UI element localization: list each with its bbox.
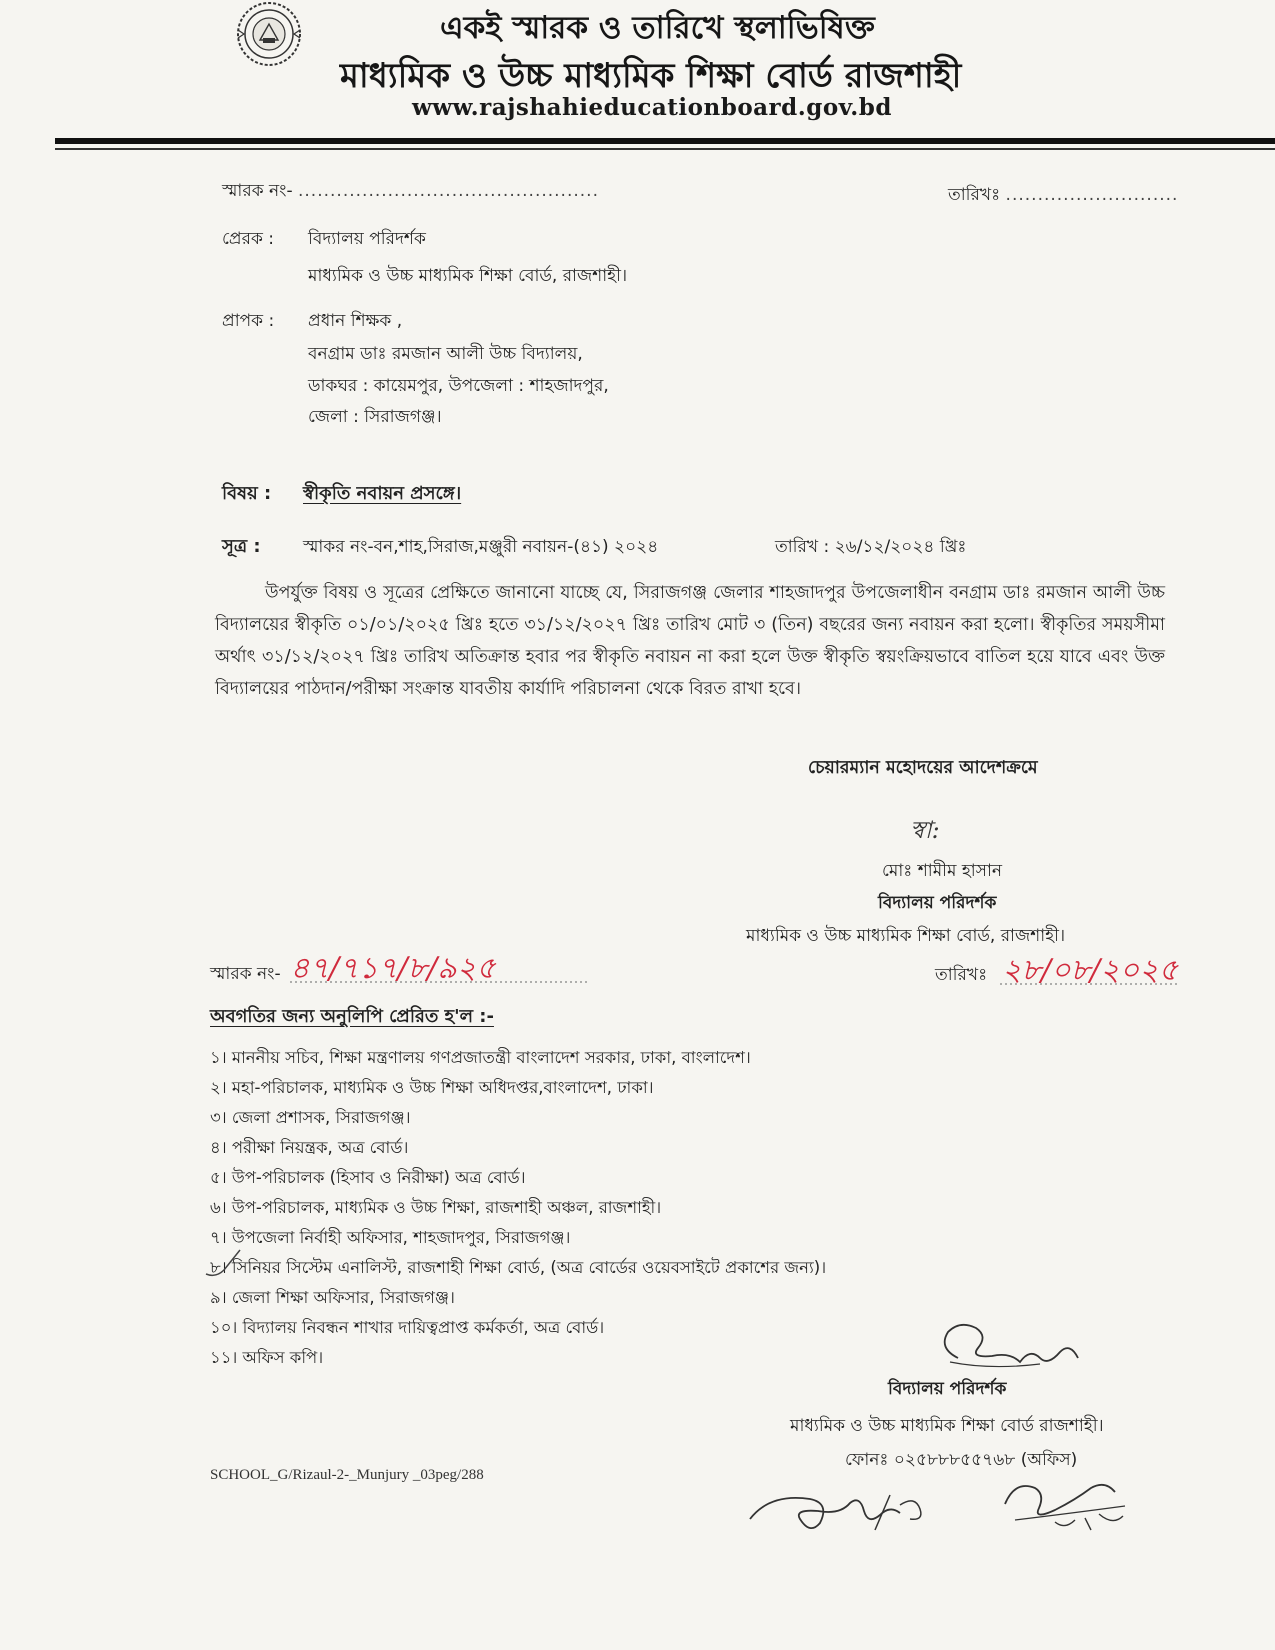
reference-date: তারিখ : ২৬/১২/২০২৪ খ্রিঃ xyxy=(775,537,967,557)
copy-list-item: ৭। উপজেলা নির্বাহী অফিসার, শাহজাদপুর, সিরাজগঞ্জ। xyxy=(210,1228,571,1247)
copy-ref-handwritten: ৪৭/৭১৭/৮/৯২৫ xyxy=(290,951,496,986)
copy-list-item: ৫। উপ-পরিচালক (হিসাব ও নিরীক্ষা) অত্র বোর্ড। xyxy=(210,1168,526,1187)
copy-ref-underline xyxy=(290,980,590,984)
memo-date-row xyxy=(948,182,1178,210)
signatory2-title: বিদ্যালয় পরিদর্শক xyxy=(888,1379,1007,1399)
sender-line-2: মাধ্যমিক ও উচ্চ মাধ্যমিক শিক্ষা বোর্ড, রাজশাহী। xyxy=(308,266,628,286)
copy-list-item: ৮। সিনিয়র সিস্টেম এনালিস্ট, রাজশাহী শিক্ষা বোর্ড, (অত্র বোর্ডের ওয়েবসাইটে প্রকাশের জন্য)। xyxy=(210,1258,827,1277)
recipient-line-4: জেলা : সিরাজগঞ্জ। xyxy=(308,407,442,427)
copy-list-item: ১১। অফিস কপি। xyxy=(210,1348,324,1367)
file-reference-code: SCHOOL_G/Rizaul-2-_Munjury _03peg/288 xyxy=(210,1467,484,1483)
signatory-org: মাধ্যমিক ও উচ্চ মাধ্যমিক শিক্ষা বোর্ড, রাজশাহী। xyxy=(746,926,1066,946)
handwritten-signature-upper xyxy=(930,1318,1090,1378)
copy-date-label: তারিখঃ xyxy=(935,965,988,985)
handwritten-tick-mark xyxy=(202,1248,242,1280)
copy-list-item: ৬। উপ-পরিচালক, মাধ্যমিক ও উচ্চ শিক্ষা, রাজশাহী অঞ্চল, রাজশাহী। xyxy=(210,1198,662,1217)
header-divider-thick xyxy=(55,138,1275,144)
header-divider-thin xyxy=(55,148,1275,150)
copy-heading: অবগতির জন্য অনুলিপি প্রেরিত হ'ল :- xyxy=(210,1006,494,1027)
copy-list-item: ১। মাননীয় সচিব, শিক্ষা মন্ত্রণালয় গণপ্রজাতন্ত্রী বাংলাদেশ সরকার, ঢাকা, বাংলাদেশ। xyxy=(210,1048,751,1067)
reference-label: সূত্র : xyxy=(222,536,261,557)
copy-date-underline xyxy=(1000,982,1178,986)
sender-line-1: বিদ্যালয় পরিদর্শক xyxy=(308,229,426,249)
reference-text: স্মাকর নং-বন,শাহ,সিরাজ,মঞ্জুরী নবায়ন-(৪১) ২০২৪ xyxy=(303,537,659,557)
recipient-line-1: প্রধান শিক্ষক , xyxy=(308,311,403,331)
subject-text: স্বীকৃতি নবায়ন প্রসঙ্গে। xyxy=(303,483,462,504)
recipient-line-3: ডাকঘর : কায়েমপুর, উপজেলা : শাহজাদপুর, xyxy=(308,376,609,396)
handwritten-initial-left xyxy=(740,1475,950,1545)
copy-date-handwritten: ২৮/০৮/২০২৫ xyxy=(1002,953,1179,988)
copy-list-item: ৩। জেলা প্রশাসক, সিরাজগঞ্জ। xyxy=(210,1108,411,1127)
signatory2-phone: ফোনঃ ০২৫৮৮৮৫৫৭৬৮ (অফিস) xyxy=(845,1450,1078,1470)
signature-initials: স্বা: xyxy=(910,816,940,844)
copy-ref-label: স্মারক নং- xyxy=(210,964,281,984)
body-paragraph: উপর্যুক্ত বিষয় ও সূত্রের প্রেক্ষিতে জানানো যাচ্ছে যে, সিরাজগঞ্জ জেলার শাহজাদপুর উপজেলাধীন বনগ্রাম ডাঃ রমজান আলী উচ্চ বিদ্যালয়ের স্বীকৃতি ০১/০১/২০২৫ খ্রিঃ হতে ৩১/১২/২০২৭ খ্রিঃ তারিখ মোট ৩ (তিন) বছরের জন্য নবায়ন করা হলো। স্বীকৃতির সময়সীমা অর্থাৎ ৩১/১২/২০২৭ খ্রিঃ তারিখ অতিক্রান্ত হবার পর স্বীকৃতি নবায়ন না করা হলে উক্ত স্বীকৃতি স্বয়ংক্রিয়ভাবে বাতিল হয়ে যাবে এবং উক্ত বিদ্যালয়ের পাঠদান/পরীক্ষা সংক্রান্ত যাবতীয় কার্যাদি পরিচালনা থেকে বিরত রাখা হবে। xyxy=(215,583,1165,699)
recipient-label: প্রাপক : xyxy=(222,311,275,331)
memo-date-label: তারিখঃ xyxy=(948,185,1001,205)
copy-list-item: ২। মহা-পরিচালক, মাধ্যমিক ও উচ্চ শিক্ষা অধিদপ্তর,বাংলাদেশ, ঢাকা। xyxy=(210,1078,654,1097)
memo-ref-row xyxy=(222,178,599,206)
memo-ref-blank: ............................................... xyxy=(298,181,599,201)
board-seal-logo xyxy=(230,0,308,72)
memo-date-blank: ........................... xyxy=(1005,185,1179,205)
recipient-line-2: বনগ্রাম ডাঃ রমজান আলী উচ্চ বিদ্যালয়, xyxy=(308,344,583,364)
copy-list-item: ৪। পরীক্ষা নিয়ন্ত্রক, অত্র বোর্ড। xyxy=(210,1138,409,1157)
signatory2-org: মাধ্যমিক ও উচ্চ মাধ্যমিক শিক্ষা বোর্ড রাজশাহী। xyxy=(790,1416,1104,1436)
memo-ref-label: স্মারক নং- xyxy=(222,181,293,201)
order-line: চেয়ারম্যান মহোদয়ের আদেশক্রমে xyxy=(808,758,1038,778)
subject-label: বিষয় : xyxy=(222,483,272,504)
board-website-link[interactable]: www.rajshahieducationboard.gov.bd xyxy=(412,94,892,121)
sender-label: প্রেরক : xyxy=(222,229,274,249)
signatory-name: মোঃ শামীম হাসান xyxy=(882,861,1003,881)
signatory-title: বিদ্যালয় পরিদর্শক xyxy=(878,893,997,913)
handwritten-initial-right xyxy=(995,1470,1145,1540)
board-name-heading: মাধ্যমিক ও উচ্চ মাধ্যমিক শিক্ষা বোর্ড রাজশাহী xyxy=(340,56,962,96)
copy-list-item: ৯। জেলা শিক্ষা অফিসার, সিরাজগঞ্জ। xyxy=(210,1288,455,1307)
copy-list-item: ১০। বিদ্যালয় নিবন্ধন শাখার দায়িত্বপ্রাপ্ত কর্মকর্তা, অত্র বোর্ড। xyxy=(210,1318,605,1337)
header-line-1: একই স্মারক ও তারিখে স্থলাভিষিক্ত xyxy=(440,10,875,46)
